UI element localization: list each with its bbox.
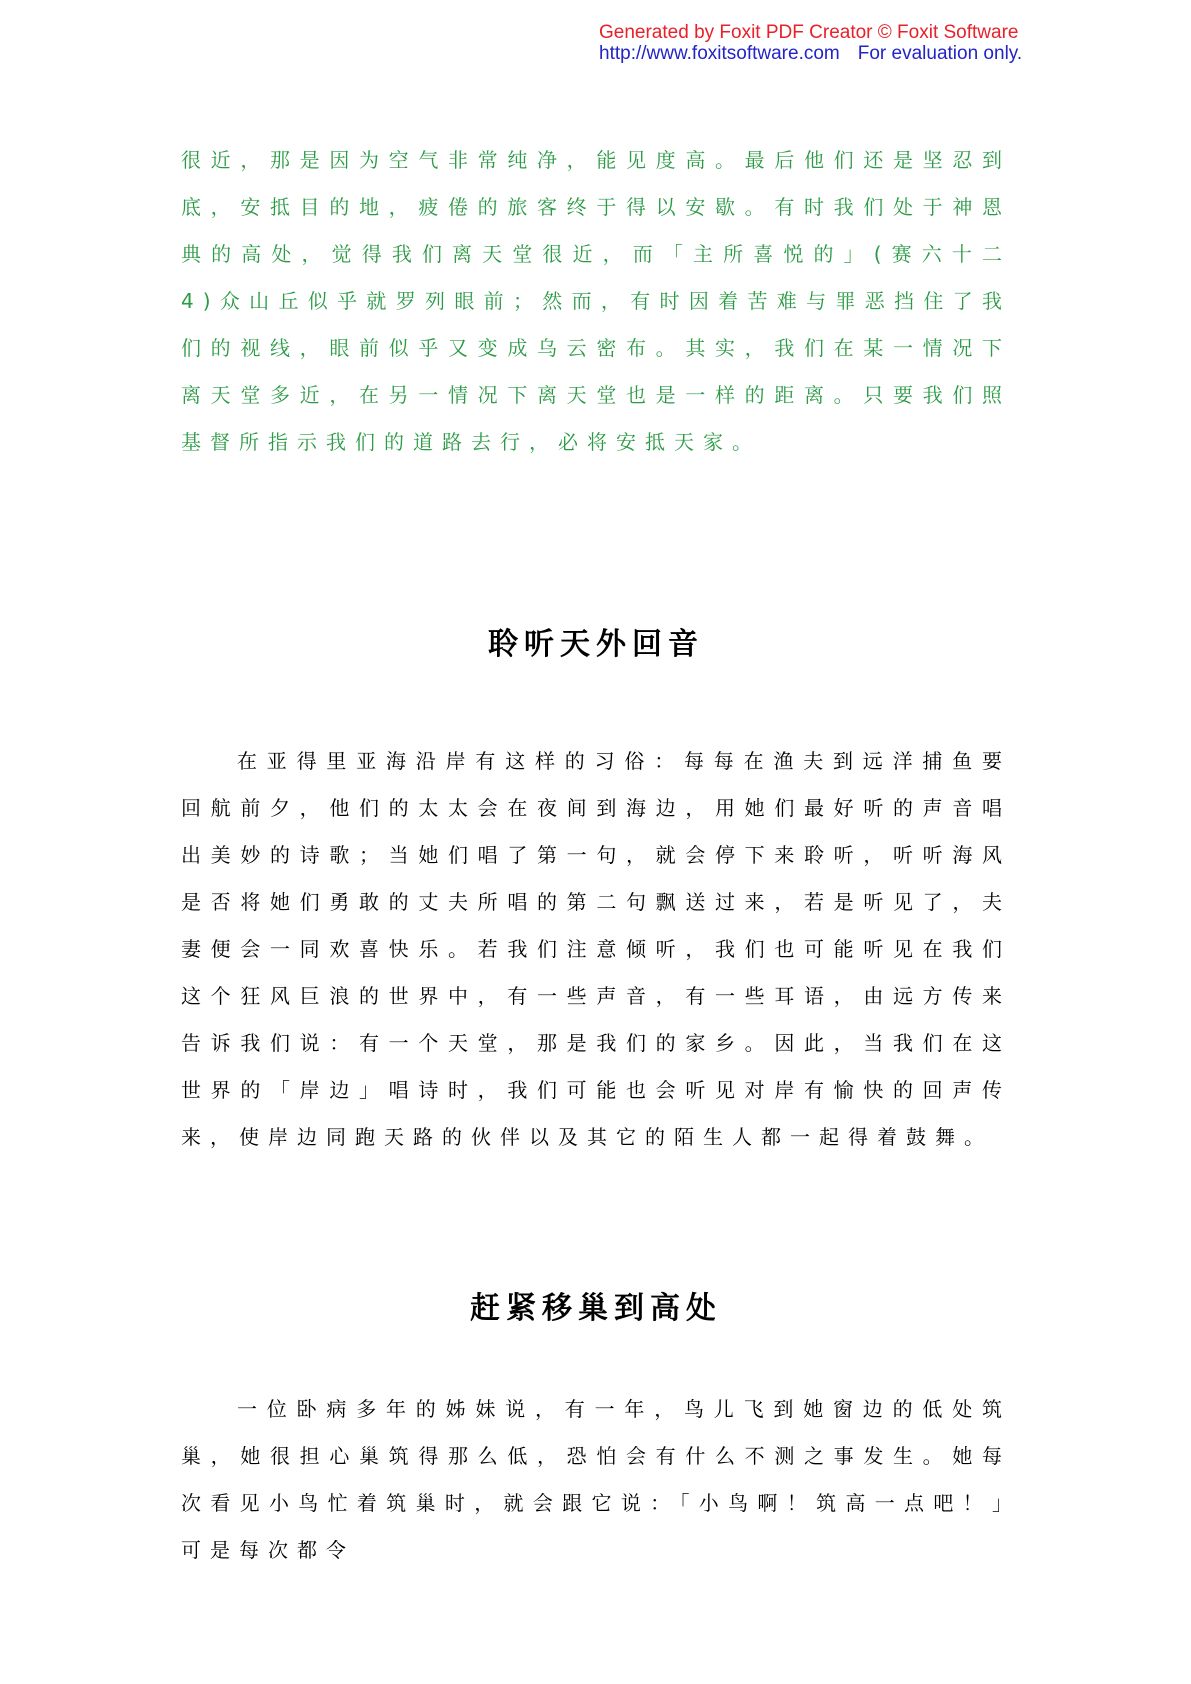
watermark-note: For evaluation only.	[857, 43, 1023, 64]
section-title-nest: 赶紧移巢到高处	[470, 1291, 722, 1326]
evaluation-watermark	[599, 22, 1159, 64]
section-title-listen: 聆听天外回音	[488, 627, 704, 662]
section-body-listen-block	[181, 738, 1011, 1161]
watermark-line2	[599, 43, 1159, 64]
section-body-nest: 一位卧病多年的姊妹说，有一年，鸟儿飞到她窗边的低处筑巢，她很担心巢筑得那么低，恐怕会有什么不测之事发生。她每次看见小鸟忙着筑巢时，就会跟它说：「小鸟啊！筑高一点吧！」可是每次都令	[181, 1397, 1011, 1562]
section-body-nest-block	[181, 1386, 1011, 1574]
watermark-url[interactable]: http://www.foxitsoftware.com	[599, 43, 840, 64]
section-body-listen: 在亚得里亚海沿岸有这样的习俗：每每在渔夫到远洋捕鱼要回航前夕，他们的太太会在夜间到海边，用她们最好听的声音唱出美妙的诗歌；当她们唱了第一句，就会停下来聆听，听听海风是否将她们勇敢的丈夫所唱的第二句飘送过来，若是听见了，夫妻便会一同欢喜快乐。若我们注意倾听，我们也可能听见在我们这个狂风巨浪的世界中，有一些声音，有一些耳语，由远方传来告诉我们说：有一个天堂，那是我们的家乡。因此，当我们在这世界的「岸边」唱诗时，我们可能也会听见对岸有愉快的回声传来，使岸边同跑天路的伙伴以及其它的陌生人都一起得着鼓舞。	[181, 749, 1011, 1149]
continued-paragraph-block	[181, 137, 1011, 466]
watermark-line1: Generated by Foxit PDF Creator © Foxit Software	[599, 22, 1019, 43]
continued-paragraph: 很近，那是因为空气非常纯净，能见度高。最后他们还是坚忍到底，安抵目的地，疲倦的旅客终于得以安歇。有时我们处于神恩典的高处，觉得我们离天堂很近，而「主所喜悦的」(赛六十二 4)众山丘似乎就罗列眼前；然而，有时因着苦难与罪恶挡住了我们的视线，眼前似乎又变成乌云密布。其实，我们在某一情况下离天堂多近，在另一情况下离天堂也是一样的距离。只要我们照基督所指示我们的道路去行，必将安抵天家。	[181, 148, 1011, 454]
